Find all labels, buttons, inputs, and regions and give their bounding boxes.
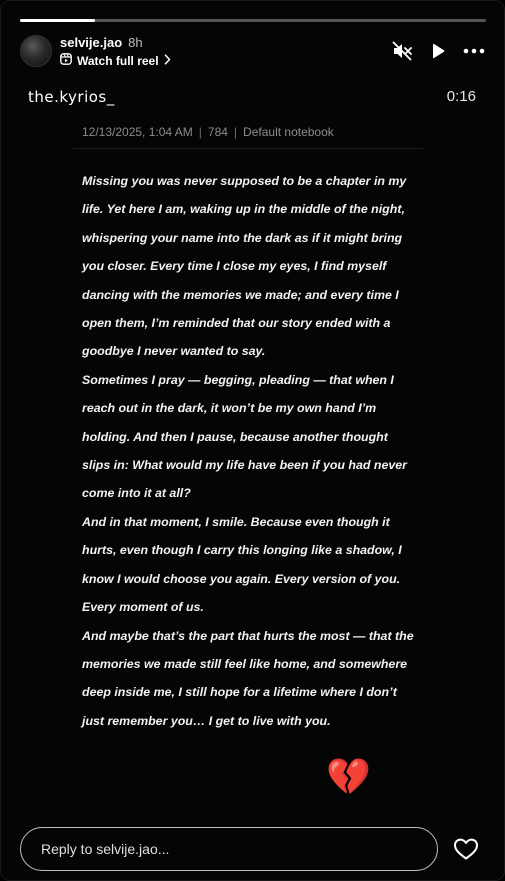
note-date: 12/13/2025, 1:04 AM [82,125,193,139]
watch-full-reel-label: Watch full reel [77,53,159,68]
story-progress-bar [20,19,486,22]
play-icon[interactable] [427,40,449,62]
note-meta [82,125,334,139]
note-body [82,167,418,735]
broken-heart-emoji: 💔 [326,757,371,798]
note-notebook: Default notebook [243,125,334,139]
note-paragraph: Missing you was never supposed to be a chapter in my life. Yet here I am, waking up in the middle of the night, whispering your name into the dark as if it might bring you closer. Every time I close my eyes, I find myself dancing with the memories we made; and every time I open them, I’m reminded that our story ended with a goodbye I never wanted to say. [82,174,407,359]
watch-full-reel-link[interactable] [60,53,171,68]
story-progress-fill [20,19,95,22]
meta-separator: | [233,125,238,139]
note-paragraph: And in that moment, I smile. Because even though it hurts, even though I carry this longing like a shadow, I know I would choose you again. Every version of you. Every moment of us. [82,514,402,615]
note-screenshot [73,119,423,819]
more-horizontal-icon[interactable] [463,40,485,62]
note-paragraph: And maybe that’s the part that hurts the most — that the memories we made still feel like home, and somewhere deep inside me, I still hope for a lifetime where I don’t just remember you… I get to live with you. [82,628,414,728]
user-line [60,35,143,50]
username[interactable]: selvije.jao [60,35,123,50]
story-header [20,34,485,68]
note-count: 784 [207,125,228,139]
chevron-right-icon [164,54,171,68]
audio-attribution[interactable]: the.kyrios_ [28,88,115,106]
reel-icon [60,53,72,68]
meta-separator: | [198,125,202,139]
speaker-muted-icon[interactable] [391,40,413,62]
heart-outline-icon[interactable] [453,837,479,861]
video-timer: 0:16 [446,88,476,105]
reply-input[interactable]: Reply to selvije.jao... [20,827,438,871]
avatar[interactable] [20,35,52,67]
note-paragraph: Sometimes I pray — begging, pleading — that when I reach out in the dark, it won’t be my own hand I’m holding. And then I pause, because another thought slips in: What would my life have been if you had never come into it at all? [82,372,407,501]
divider [73,148,423,149]
story-controls [391,40,485,62]
time-ago: 8h [128,35,143,50]
